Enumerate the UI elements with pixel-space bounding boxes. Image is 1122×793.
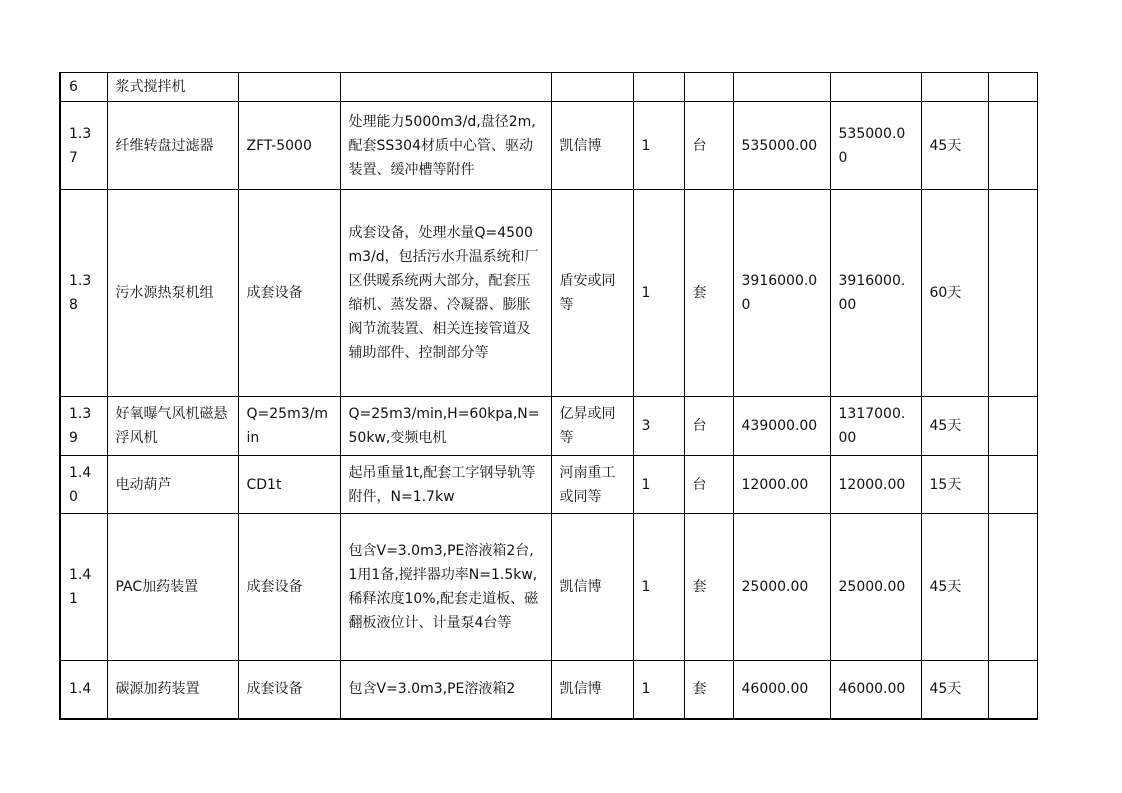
cell-delivery: 45天 <box>921 397 988 456</box>
table-row <box>60 190 1037 397</box>
cell-model: 成套设备 <box>238 190 340 397</box>
cell-qty: 1 <box>633 661 684 719</box>
cell-brand <box>551 73 633 102</box>
cell-price: 3916000.00 <box>733 190 830 397</box>
cell-model <box>238 73 340 102</box>
cell-no: 1.40 <box>60 456 107 514</box>
cell-delivery: 45天 <box>921 514 988 661</box>
cell-brand: 亿昇或同等 <box>551 397 633 456</box>
cell-name: PAC加药装置 <box>107 514 238 661</box>
cell-total: 46000.00 <box>830 661 921 719</box>
cell-brand: 凯信博 <box>551 661 633 719</box>
cell-unit: 台 <box>684 397 733 456</box>
cell-name: 碳源加药装置 <box>107 661 238 719</box>
cell-no: 6 <box>60 73 107 102</box>
cell-model: 成套设备 <box>238 661 340 719</box>
cell-model: Q=25m3/min <box>238 397 340 456</box>
cell-delivery <box>921 73 988 102</box>
cell-spec: 包含V=3.0m3,PE溶液箱2 <box>340 661 551 719</box>
cell-no: 1.37 <box>60 102 107 190</box>
cell-price: 46000.00 <box>733 661 830 719</box>
cell-qty: 1 <box>633 102 684 190</box>
cell-remark <box>988 73 1037 102</box>
cell-spec: 起吊重量1t,配套工字钢导轨等附件，N=1.7kw <box>340 456 551 514</box>
cell-total: 3916000.00 <box>830 190 921 397</box>
table-row <box>60 661 1037 719</box>
table-row <box>60 514 1037 661</box>
table-row <box>60 397 1037 456</box>
cell-name: 纤维转盘过滤器 <box>107 102 238 190</box>
table-row <box>60 102 1037 190</box>
cell-total: 12000.00 <box>830 456 921 514</box>
cell-no: 1.38 <box>60 190 107 397</box>
cell-model: 成套设备 <box>238 514 340 661</box>
cell-unit <box>684 73 733 102</box>
cell-unit: 套 <box>684 190 733 397</box>
cell-model: ZFT-5000 <box>238 102 340 190</box>
cell-spec: 处理能力5000m3/d,盘径2m,配套SS304材质中心管、驱动装置、缓冲槽等附件 <box>340 102 551 190</box>
cell-no: 1.41 <box>60 514 107 661</box>
cell-spec: Q=25m3/min,H=60kpa,N=50kw,变频电机 <box>340 397 551 456</box>
cell-price: 25000.00 <box>733 514 830 661</box>
cell-remark <box>988 190 1037 397</box>
cell-remark <box>988 661 1037 719</box>
cell-total: 535000.00 <box>830 102 921 190</box>
cell-price: 535000.00 <box>733 102 830 190</box>
cell-name: 电动葫芦 <box>107 456 238 514</box>
cell-brand: 凯信博 <box>551 102 633 190</box>
cell-unit: 套 <box>684 514 733 661</box>
cell-no: 1.39 <box>60 397 107 456</box>
cell-brand: 盾安或同等 <box>551 190 633 397</box>
cell-qty: 3 <box>633 397 684 456</box>
cell-remark <box>988 456 1037 514</box>
cell-delivery: 60天 <box>921 190 988 397</box>
cell-total: 25000.00 <box>830 514 921 661</box>
cell-remark <box>988 102 1037 190</box>
cell-remark <box>988 397 1037 456</box>
cell-total <box>830 73 921 102</box>
cell-price: 12000.00 <box>733 456 830 514</box>
cell-unit: 台 <box>684 456 733 514</box>
cell-name: 浆式搅拌机 <box>107 73 238 102</box>
cell-unit: 套 <box>684 661 733 719</box>
cell-delivery: 45天 <box>921 102 988 190</box>
cell-price: 439000.00 <box>733 397 830 456</box>
cell-unit: 台 <box>684 102 733 190</box>
cell-qty: 1 <box>633 456 684 514</box>
cell-model: CD1t <box>238 456 340 514</box>
cell-brand: 凯信博 <box>551 514 633 661</box>
cell-no: 1.4 <box>60 661 107 719</box>
table-row <box>60 73 1037 102</box>
cell-qty: 1 <box>633 514 684 661</box>
cell-brand: 河南重工或同等 <box>551 456 633 514</box>
cell-name: 污水源热泵机组 <box>107 190 238 397</box>
cell-spec <box>340 73 551 102</box>
table-row <box>60 456 1037 514</box>
equipment-table <box>59 72 1038 720</box>
cell-delivery: 15天 <box>921 456 988 514</box>
cell-total: 1317000.00 <box>830 397 921 456</box>
cell-price <box>733 73 830 102</box>
cell-spec: 包含V=3.0m3,PE溶液箱2台,1用1备,搅拌器功率N=1.5kw,稀释浓度10%,配套走道板、磁翻板液位计、计量泵4台等 <box>340 514 551 661</box>
cell-qty <box>633 73 684 102</box>
cell-remark <box>988 514 1037 661</box>
cell-qty: 1 <box>633 190 684 397</box>
cell-name: 好氧曝气风机磁悬浮风机 <box>107 397 238 456</box>
cell-spec: 成套设备，处理水量Q=4500m3/d，包括污水升温系统和厂区供暖系统两大部分，配套压缩机、蒸发器、冷凝器、膨胀阀节流装置、相关连接管道及辅助部件、控制部分等 <box>340 190 551 397</box>
cell-delivery: 45天 <box>921 661 988 719</box>
